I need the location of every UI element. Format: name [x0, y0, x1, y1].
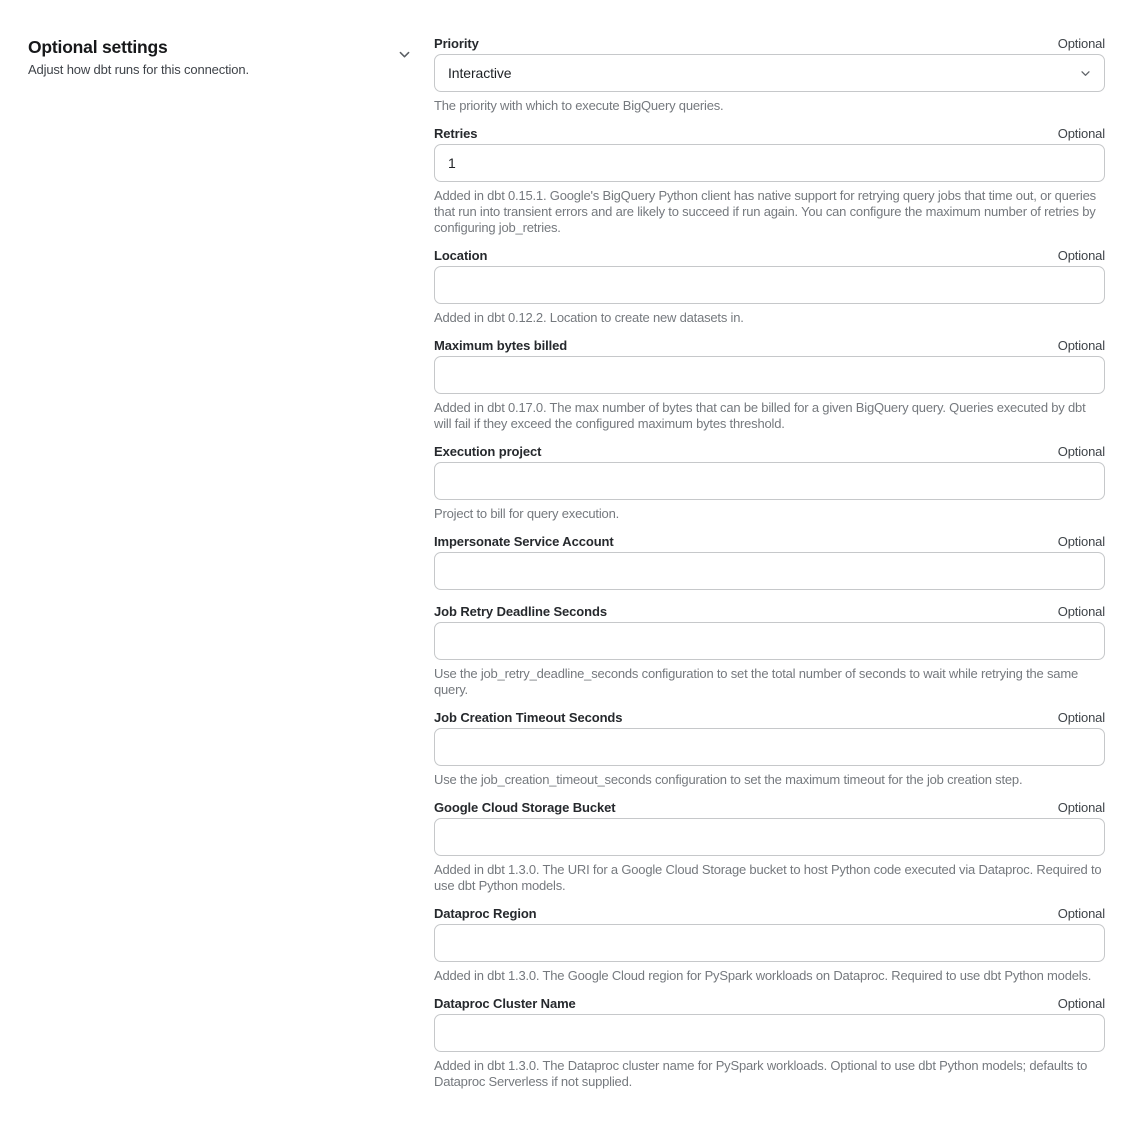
field-location [434, 248, 1105, 326]
job-creation-timeout-seconds-input[interactable] [434, 728, 1105, 766]
section-title: Optional settings [28, 37, 168, 57]
optional-badge: Optional [1057, 710, 1105, 725]
google-cloud-storage-bucket-input[interactable] [434, 818, 1105, 856]
optional-badge: Optional [1057, 534, 1105, 549]
job-retry-deadline-seconds-input[interactable] [434, 622, 1105, 660]
field-priority [434, 36, 1105, 114]
optional-badge: Optional [1057, 126, 1105, 141]
field-retries [434, 126, 1105, 236]
optional-badge: Optional [1057, 36, 1105, 51]
field-header [434, 36, 1105, 52]
field-header [434, 996, 1105, 1012]
field-label: Dataproc Cluster Name [434, 996, 576, 1011]
dataproc-cluster-name-input[interactable] [434, 1014, 1105, 1052]
field-label: Maximum bytes billed [434, 338, 568, 353]
chevron-down-icon [1080, 68, 1091, 79]
field-helper: Added in dbt 1.3.0. The Google Cloud region for PySpark workloads on Dataproc. Required to use dbt Python models. [434, 968, 1092, 983]
optional-badge: Optional [1057, 248, 1105, 263]
field-helper: Use the job_creation_timeout_seconds configuration to set the maximum timeout for the job creation step. [434, 772, 1023, 787]
dataproc-region-input[interactable] [434, 924, 1105, 962]
optional-badge: Optional [1057, 604, 1105, 619]
field-label: Google Cloud Storage Bucket [434, 800, 616, 815]
section-collapse-toggle[interactable] [396, 46, 412, 62]
optional-badge: Optional [1057, 338, 1105, 353]
field-dataproc-region [434, 906, 1105, 984]
field-header [434, 604, 1105, 620]
optional-badge: Optional [1057, 444, 1105, 459]
field-label: Dataproc Region [434, 906, 537, 921]
field-header [434, 126, 1105, 142]
optional-badge: Optional [1057, 996, 1105, 1011]
field-label: Location [434, 248, 488, 263]
field-helper: Added in dbt 1.3.0. The URI for a Google Cloud Storage bucket to host Python code executed via Dataproc. Required to use dbt Python models. [434, 862, 1102, 893]
field-header [434, 906, 1105, 922]
field-header [434, 710, 1105, 726]
field-google-cloud-storage-bucket [434, 800, 1105, 894]
field-helper: Added in dbt 0.12.2. Location to create new datasets in. [434, 310, 744, 325]
field-helper: The priority with which to execute BigQuery queries. [434, 98, 724, 113]
field-helper: Added in dbt 0.17.0. The max number of bytes that can be billed for a given BigQuery query. Queries executed by dbt will fail if they exceed the configured maximum bytes threshold. [434, 400, 1086, 431]
optional-badge: Optional [1057, 800, 1105, 815]
field-label: Execution project [434, 444, 542, 459]
field-job-creation-timeout-seconds [434, 710, 1105, 788]
chevron-down-icon [398, 48, 411, 61]
field-label: Retries [434, 126, 478, 141]
field-helper: Added in dbt 0.15.1. Google's BigQuery Python client has native support for retrying query jobs that time out, or queries that run into transient errors and are likely to succeed if run again. You can configure the maximum number of retries by configuring job_retries. [434, 188, 1096, 235]
field-header [434, 338, 1105, 354]
field-header [434, 800, 1105, 816]
execution-project-input[interactable] [434, 462, 1105, 500]
settings-form [434, 36, 1105, 1102]
priority-select[interactable] [434, 54, 1105, 92]
field-header [434, 248, 1105, 264]
field-impersonate-service-account [434, 534, 1105, 590]
section-header [28, 36, 388, 78]
field-helper: Use the job_retry_deadline_seconds configuration to set the total number of seconds to wait while retrying the same query. [434, 666, 1078, 697]
section-subtitle: Adjust how dbt runs for this connection. [28, 62, 249, 77]
field-job-retry-deadline-seconds [434, 604, 1105, 698]
retries-input[interactable] [434, 144, 1105, 182]
location-input[interactable] [434, 266, 1105, 304]
maximum-bytes-billed-input[interactable] [434, 356, 1105, 394]
field-maximum-bytes-billed [434, 338, 1105, 432]
field-helper: Added in dbt 1.3.0. The Dataproc cluster name for PySpark workloads. Optional to use dbt Python models; defaults to Dataproc Serverless if not supplied. [434, 1058, 1088, 1089]
priority-selected-value: Interactive [448, 65, 512, 81]
field-label: Job Retry Deadline Seconds [434, 604, 607, 619]
impersonate-service-account-input[interactable] [434, 552, 1105, 590]
field-dataproc-cluster-name [434, 996, 1105, 1090]
field-header [434, 534, 1105, 550]
field-helper: Project to bill for query execution. [434, 506, 620, 521]
field-label: Impersonate Service Account [434, 534, 614, 549]
field-label: Priority [434, 36, 479, 51]
field-execution-project [434, 444, 1105, 522]
field-header [434, 444, 1105, 460]
optional-badge: Optional [1057, 906, 1105, 921]
field-label: Job Creation Timeout Seconds [434, 710, 623, 725]
